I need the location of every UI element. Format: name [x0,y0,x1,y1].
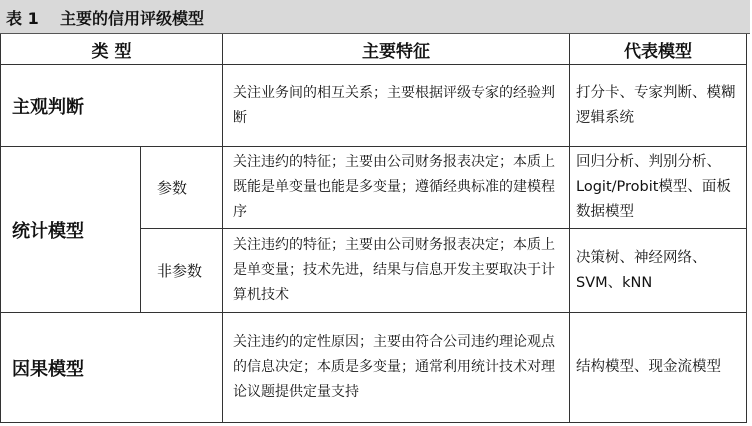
subtype-cell: 参数 [141,147,223,229]
models-cell: 决策树、神经网络、SVM、kNN [570,229,747,313]
table-caption [0,0,750,34]
features-cell: 关注违约的特征；主要由公司财务报表决定；本质上既能是单变量也能是多变量；遵循经典标准的建模程序 [223,147,570,229]
features-cell: 关注违约的特征；主要由公司财务报表决定；本质上是单变量；技术先进，结果与信息开发主要取决于计算机技术 [223,229,570,313]
models-cell: 结构模型、现金流模型 [570,313,747,423]
header-models: 代表模型 [570,34,747,65]
credit-rating-models-table [0,34,747,423]
features-cell: 关注业务间的相互关系；主要根据评级专家的经验判断 [223,65,570,147]
table-row [1,313,747,423]
header-row [1,34,747,65]
table-row [1,65,747,147]
models-cell: 打分卡、专家判断、模糊逻辑系统 [570,65,747,147]
subtype-cell: 非参数 [141,229,223,313]
header-type: 类 型 [1,34,223,65]
category-cell: 因果模型 [1,313,223,423]
category-cell: 主观判断 [1,65,223,147]
header-features: 主要特征 [223,34,570,65]
models-cell: 回归分析、判别分析、Logit/Probit模型、面板数据模型 [570,147,747,229]
features-cell: 关注违约的定性原因；主要由符合公司违约理论观点的信息决定；本质是多变量；通常利用统计技术对理论议题提供定量支持 [223,313,570,423]
table-number: 表 1 [6,9,39,28]
table-row [1,147,747,229]
table-title: 主要的信用评级模型 [60,9,205,28]
category-cell: 统计模型 [1,147,141,313]
